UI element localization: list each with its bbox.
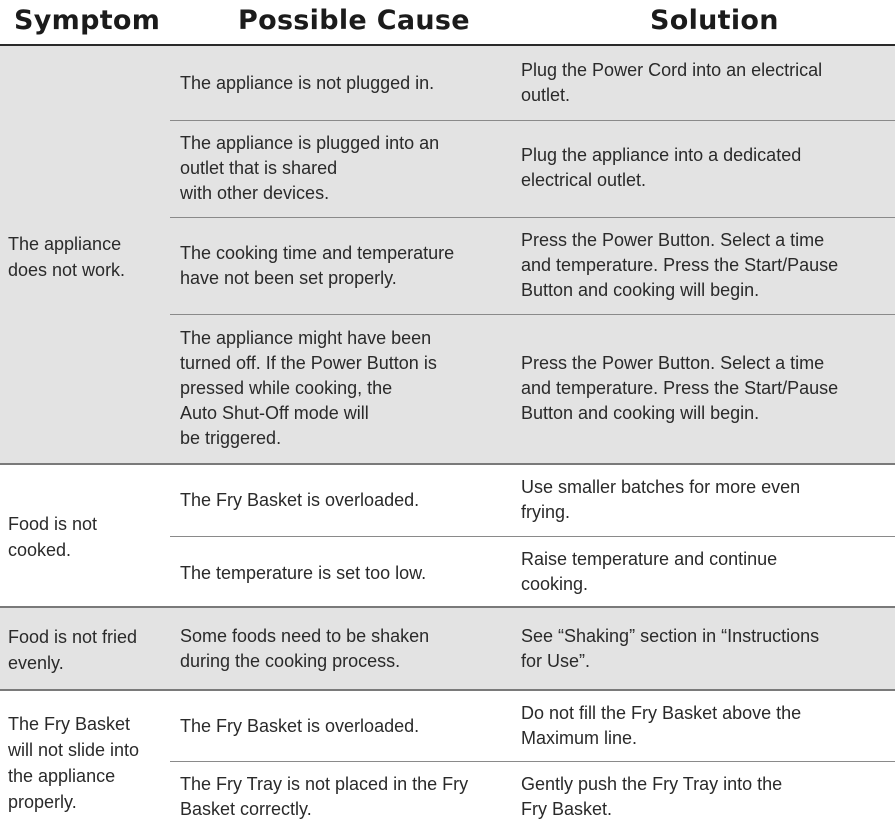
group-basket-will-not-slide [0,691,895,827]
solution-cell: Do not fill the Fry Basket above the Maximum line. [521,703,802,748]
header-symptom: Symptom [14,5,161,36]
table-row [170,121,895,217]
cause-cell: Some foods need to be shaken during the cooking process. [180,626,430,671]
solution-cell: Use smaller batches for more even frying. [521,477,801,522]
symptom-cell: Food is not fried evenly. [8,627,138,673]
solution-cell: Plug the Power Cord into an electrical outlet. [521,60,823,105]
symptom-cell: Food is not cooked. [8,514,98,560]
solution-cell: See “Shaking” section in “Instructions for Use”. [521,626,820,671]
header-solution: Solution [650,5,779,36]
cause-cell: The Fry Basket is overloaded. [180,716,420,736]
solution-cell: Gently push the Fry Tray into the Fry Basket. [521,774,783,819]
solution-cell: Press the Power Button. Select a time and temperature. Press the Start/Pause Button and cooking will begin. [521,230,839,300]
solution-cell: Raise temperature and continue cooking. [521,549,778,594]
table-row [170,608,895,689]
table-row [170,218,895,314]
group-food-not-cooked [0,465,895,607]
table-row [170,691,895,761]
cause-cell: The appliance is not plugged in. [180,73,435,93]
group-appliance-not-working [0,46,895,464]
cause-cell: The Fry Basket is overloaded. [180,490,420,510]
table-row [170,465,895,536]
table-header [0,0,895,46]
cause-cell: The temperature is set too low. [180,563,427,583]
table-row [170,46,895,120]
group-food-not-fried-evenly [0,608,895,689]
solution-cell: Press the Power Button. Select a time and temperature. Press the Start/Pause Button and cooking will begin. [521,353,839,423]
header-possible-cause: Possible Cause [238,5,470,36]
solution-cell: Plug the appliance into a dedicated electrical outlet. [521,145,802,190]
cause-cell: The appliance is plugged into an outlet that is shared with other devices. [180,133,440,203]
symptom-cell: The appliance does not work. [8,234,126,280]
table-row [170,537,895,607]
symptom-cell: The Fry Basket will not slide into the appliance properly. [8,714,140,812]
cause-cell: The cooking time and temperature have not been set properly. [180,243,455,288]
cause-cell: The Fry Tray is not placed in the Fry Basket correctly. [180,774,469,819]
table-row [170,315,895,464]
table-row [170,762,895,827]
cause-cell: The appliance might have been turned off. If the Power Button is pressed while cooking, the Auto Shut-Off mode will be triggered. [180,328,437,448]
